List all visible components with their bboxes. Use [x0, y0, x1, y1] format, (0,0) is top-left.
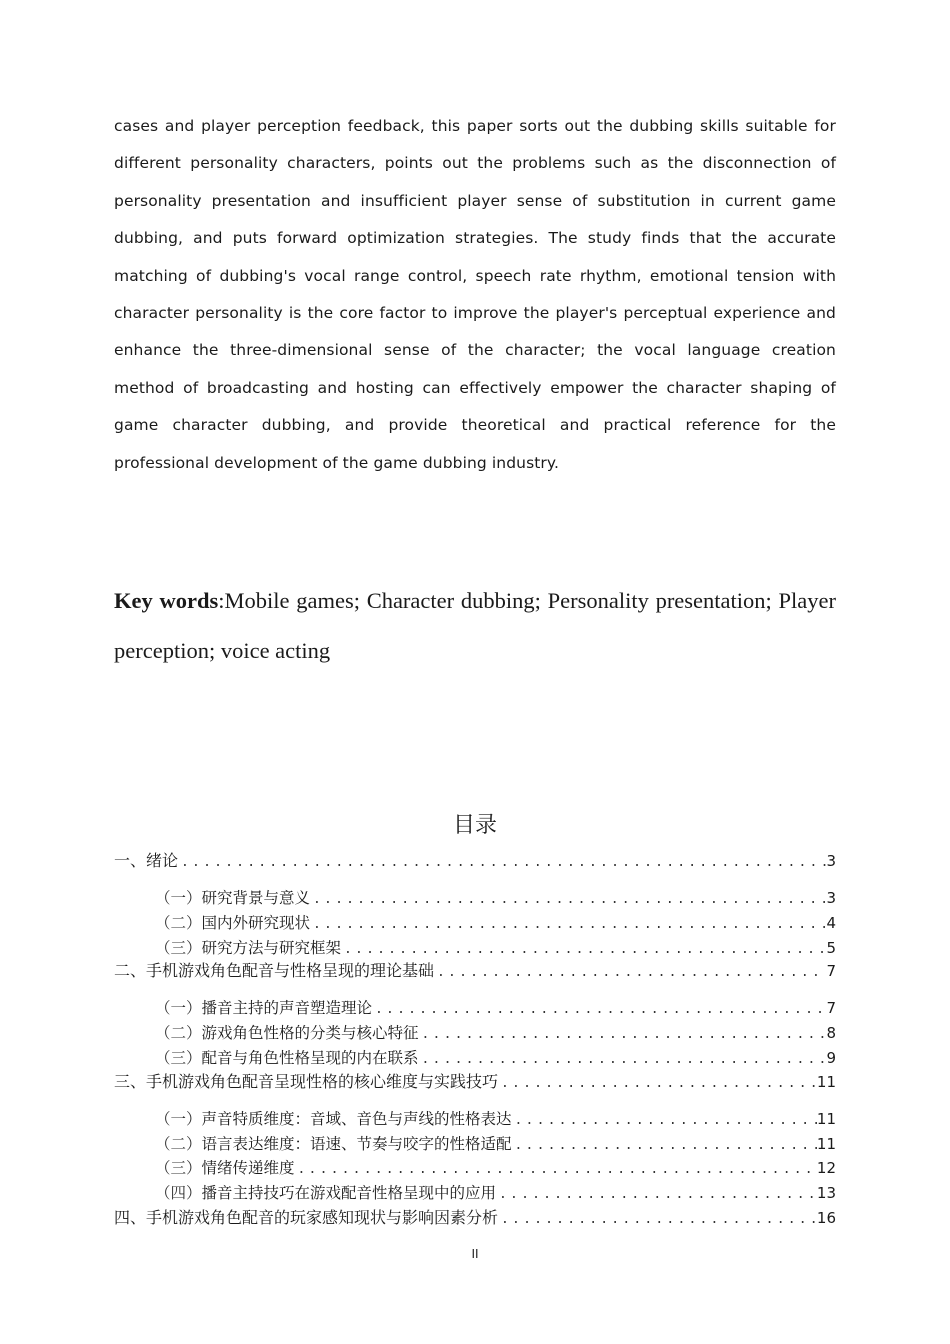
toc-entry-title: 绪论 — [146, 851, 179, 870]
toc-entry-section[interactable] — [155, 996, 836, 1020]
toc-entry-number: （二） — [155, 1135, 202, 1153]
keywords-line — [114, 576, 836, 676]
toc-entry-title: 播音主持的声音塑造理论 — [201, 999, 373, 1017]
toc-entry-page: 9 — [826, 1049, 836, 1067]
toc-leader-dots — [310, 888, 826, 912]
toc-entry-title: 声音特质维度：音域、音色与声线的性格表达 — [201, 1110, 512, 1128]
toc-leader-dots — [434, 961, 826, 985]
toc-entry-section[interactable] — [155, 886, 836, 910]
toc-entry-page: 11 — [816, 1110, 836, 1128]
toc-entry-title: 播音主持技巧在游戏配音性格呈现中的应用 — [201, 1184, 497, 1202]
toc-entry-page: 13 — [816, 1184, 836, 1202]
toc-entry-title: 语言表达维度：语速、节奏与咬字的性格适配 — [201, 1135, 512, 1153]
toc-entry-number: 四、 — [114, 1208, 147, 1227]
toc-entry-title: 配音与角色性格呈现的内在联系 — [201, 1049, 419, 1067]
toc-entry-page: 8 — [826, 1024, 836, 1042]
toc-entry-number: （三） — [155, 1159, 202, 1177]
abstract-paragraph: cases and player perception feedback, this paper sorts out the dubbing skills suitable for different personality characters, points out the problems such as the disconnection of personality presentation and insufficient player sense of substitution in current game dubbing, and puts forward optimization strategies. The study finds that the accurate matching of dubbing's vocal range control, speech rate rhythm, emotional tension with character personality is the core factor to improve the player's perceptual experience and enhance the three-dimensional sense of the character; the vocal language creation method of broadcasting and hosting can effectively empower the character shaping of game character dubbing, and provide theoretical and practical reference for the professional development of the game dubbing industry. — [114, 117, 836, 472]
toc-entry-title: 手机游戏角色配音的玩家感知现状与影响因素分析 — [146, 1208, 499, 1227]
toc-entry-section[interactable] — [155, 1181, 836, 1205]
toc-entry-chapter-2[interactable] — [114, 959, 836, 983]
toc-entry-title: 国内外研究现状 — [201, 914, 311, 932]
toc-entry-section[interactable] — [155, 1046, 836, 1070]
toc-entry-page: 16 — [816, 1209, 836, 1227]
toc-entry-page: 7 — [826, 962, 836, 980]
toc-entry-page: 7 — [826, 999, 836, 1017]
toc-entry-number: （一） — [155, 1110, 202, 1128]
page-number: II — [471, 1247, 479, 1261]
keywords-text: Mobile games; Character dubbing; Personality presentation; Player perception; voice acting — [114, 588, 836, 663]
toc-entry-number: 三、 — [114, 1072, 147, 1091]
toc-leader-dots — [295, 1158, 817, 1182]
keywords-label: Key words — [114, 588, 219, 613]
toc-entry-number: （三） — [155, 939, 202, 957]
toc-entry-title: 游戏角色性格的分类与核心特征 — [201, 1024, 419, 1042]
toc-entry-page: 5 — [826, 939, 836, 957]
toc-leader-dots — [512, 1134, 817, 1158]
keywords-separator: : — [218, 588, 225, 613]
toc-leader-dots — [372, 998, 826, 1022]
toc-entry-page: 11 — [816, 1135, 836, 1153]
toc-entry-page: 3 — [826, 889, 836, 907]
toc-leader-dots — [496, 1183, 817, 1207]
toc-entry-title: 研究背景与意义 — [201, 889, 311, 907]
toc-entry-number: （一） — [155, 889, 202, 907]
toc-title: 目录 — [452, 813, 497, 838]
toc-entry-page: 11 — [816, 1073, 836, 1091]
toc-leader-dots — [419, 1023, 827, 1047]
toc-leader-dots — [512, 1109, 817, 1133]
toc-leader-dots — [310, 913, 826, 937]
toc-entry-title: 手机游戏角色配音与性格呈现的理论基础 — [146, 961, 435, 980]
toc-entry-number: （一） — [155, 999, 202, 1017]
toc-entry-title: 情绪传递维度 — [201, 1159, 295, 1177]
toc-leader-dots — [178, 851, 826, 875]
toc-entry-section[interactable] — [155, 911, 836, 935]
toc-entry-section[interactable] — [155, 936, 836, 960]
toc-leader-dots — [419, 1048, 827, 1072]
toc-entry-title: 手机游戏角色配音呈现性格的核心维度与实践技巧 — [146, 1072, 499, 1091]
toc-entry-number: （三） — [155, 1049, 202, 1067]
toc-entry-chapter-1[interactable] — [114, 849, 836, 873]
toc-entry-title: 研究方法与研究框架 — [201, 939, 342, 957]
toc-entry-section[interactable] — [155, 1156, 836, 1180]
toc-entry-page: 3 — [826, 852, 836, 870]
toc-entry-number: （四） — [155, 1184, 202, 1202]
toc-entry-page: 4 — [826, 914, 836, 932]
toc-leader-dots — [498, 1072, 817, 1096]
toc-leader-dots — [498, 1208, 817, 1232]
toc-entry-number: （二） — [155, 914, 202, 932]
toc-entry-number: （二） — [155, 1024, 202, 1042]
toc-entry-page: 12 — [816, 1159, 836, 1177]
toc-entry-number: 二、 — [114, 961, 147, 980]
toc-entry-chapter-3[interactable] — [114, 1070, 836, 1094]
toc-entry-section[interactable] — [155, 1132, 836, 1156]
toc-entry-number: 一、 — [114, 851, 147, 870]
toc-entry-section[interactable] — [155, 1021, 836, 1045]
toc-entry-section[interactable] — [155, 1107, 836, 1131]
toc-entry-chapter-4[interactable] — [114, 1206, 836, 1230]
